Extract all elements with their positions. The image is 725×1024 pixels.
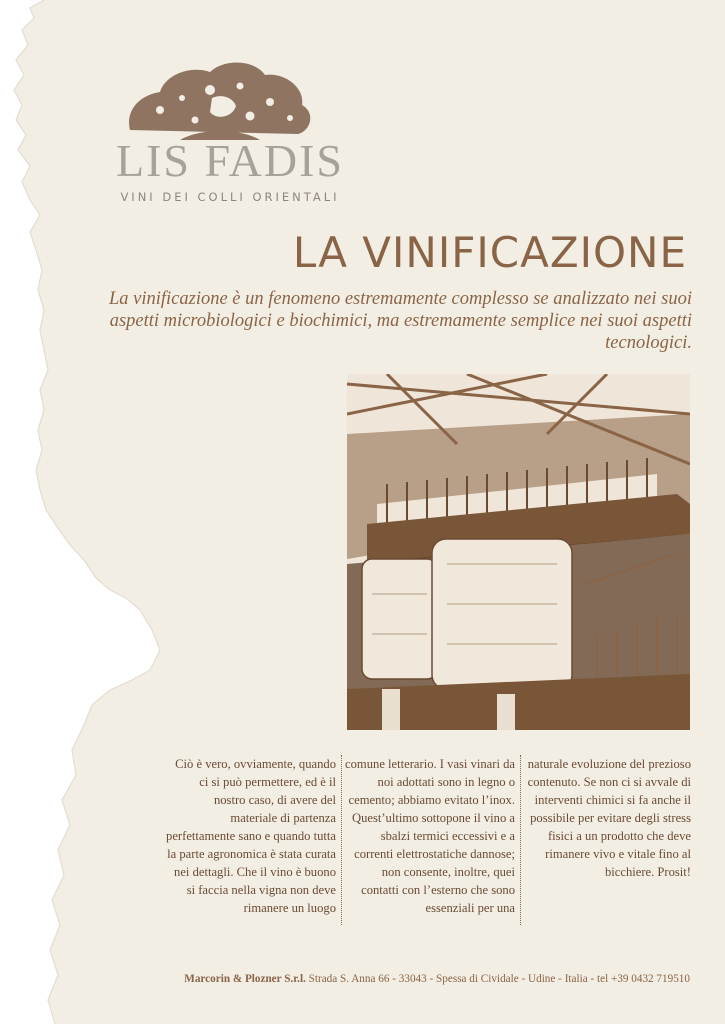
winery-photo — [347, 374, 690, 730]
page-title: LA VINIFICAZIONE — [292, 228, 687, 277]
column-divider — [520, 755, 521, 925]
tree-logo-icon — [120, 50, 320, 140]
intro-paragraph: La vinificazione è un fenomeno estremamente complesso se analizzato nei suoi aspetti microbiologici e biochimici, ma estremamente semplice nei suoi aspetti tecnologici. — [108, 289, 692, 353]
brand-tagline: VINI DEI COLLI ORIENTALI — [120, 190, 340, 204]
brand-logo — [90, 50, 370, 210]
body-column-3: naturale evoluzione del prezioso contenuto. Se non ci si avvale di interventi chimici si fa anche il possibile per evitare degli stress fisici a un prodotto che deve rimanere vivo e vitale fino al bicchiere. Prosit! — [527, 757, 691, 879]
footer-address: Strada S. Anna 66 - 33043 - Spessa di Cividale - Udine - Italia - tel +39 0432 719510 — [308, 973, 690, 985]
column-divider — [341, 755, 342, 925]
brand-name: LIS FADIS — [115, 135, 344, 186]
footer — [184, 973, 690, 985]
body-column-2: comune letterario. I vasi vinari da noi adottati sono in legno o cemento; abbiamo evitato l’inox. Quest’ultimo sottopone il vino a sbalzi termici eccessivi e a correnti elettrostatiche dannose; non consente, inoltre, quei contatti con l’esterno che sono essenziali per una — [345, 757, 515, 915]
body-column-1: Ciò è vero, ovviamente, quando ci si può permettere, ed è il nostro caso, di avere del materiale di partenza perfettamente sano e quando tutta la parte agronomica è stata curata nei dettagli. Che il vino è buono si faccia nella vigna non deve rimanere un luogo — [166, 757, 336, 915]
footer-company: Marcorin & Plozner S.r.l. — [184, 973, 306, 985]
wine-vats-image — [347, 374, 690, 730]
